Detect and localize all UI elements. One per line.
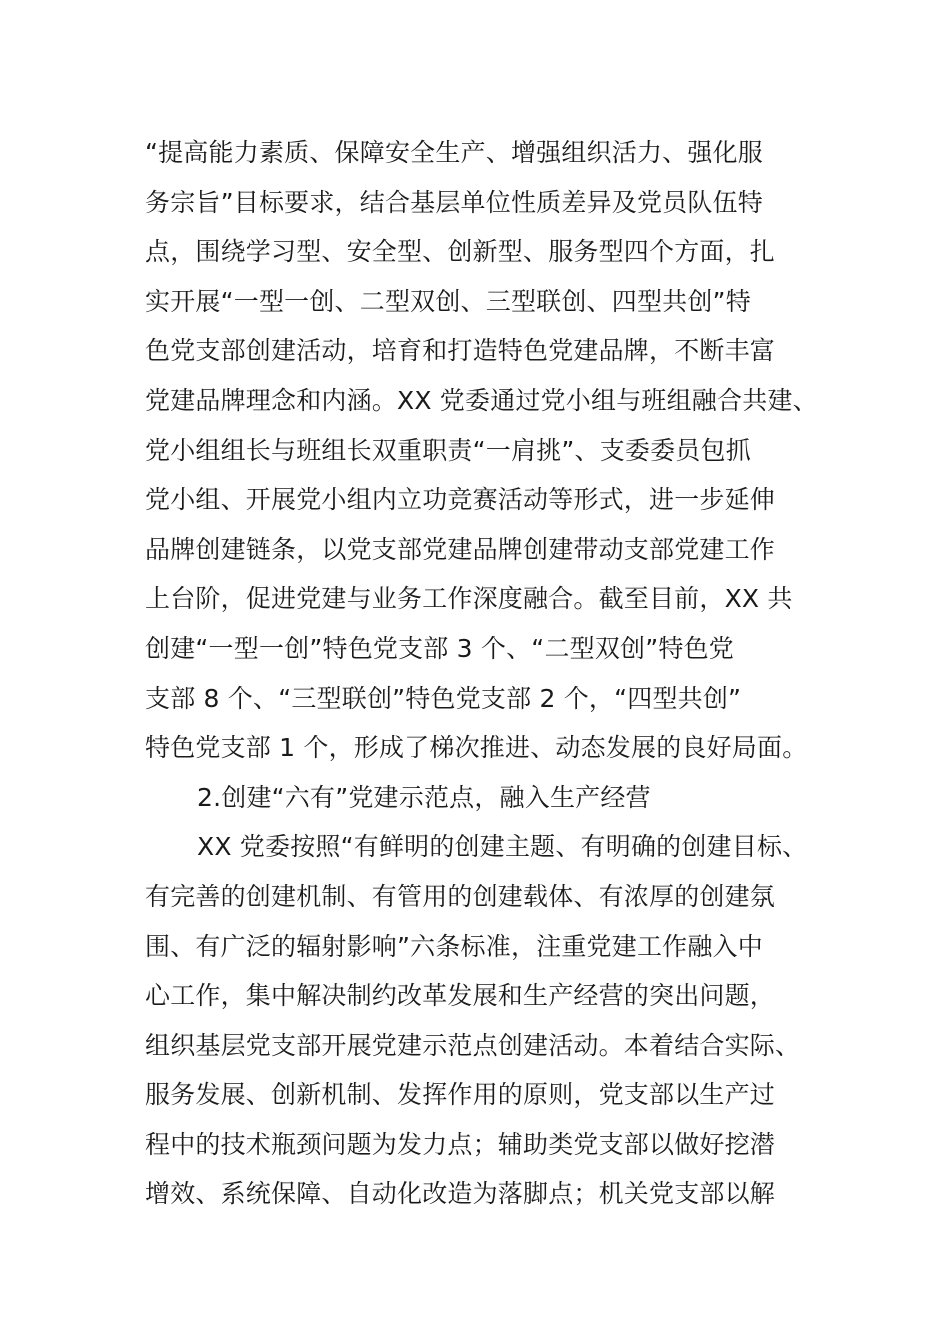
text-line: 党建品牌理念和内涵。XX 党委通过党小组与班组融合共建、	[145, 385, 818, 415]
text-line: 品牌创建链条，以党支部党建品牌创建带动支部党建工作	[145, 534, 776, 564]
text-line: 实开展“一型一创、二型双创、三型联创、四型共创”特	[145, 286, 751, 316]
text-line: 组织基层党支部开展党建示范点创建活动。本着结合实际、	[145, 1030, 801, 1060]
text-line: 党小组组长与班组长双重职责“一肩挑”、支委委员包抓	[145, 435, 751, 465]
text-line: 心工作，集中解决制约改革发展和生产经营的突出问题，	[145, 981, 776, 1011]
text-line: 创建“一型一创”特色党支部 3 个、“二型双创”特色党	[145, 633, 735, 663]
text-line: 有完善的创建机制、有管用的创建载体、有浓厚的创建氛	[145, 881, 776, 911]
section-heading: 2.创建“六有”党建示范点，融入生产经营	[197, 782, 651, 812]
text-line: 党小组、开展党小组内立功竞赛活动等形式，进一步延伸	[145, 485, 776, 515]
body-text	[145, 128, 835, 1219]
text-line: 增效、系统保障、自动化改造为落脚点；机关党支部以解	[145, 1179, 776, 1209]
text-line: 支部 8 个、“三型联创”特色党支部 2 个，“四型共创”	[145, 683, 742, 713]
text-line: 色党支部创建活动，培育和打造特色党建品牌，不断丰富	[145, 336, 776, 366]
text-line: 务宗旨”目标要求，结合基层单位性质差异及党员队伍特	[145, 187, 763, 217]
text-line: “提高能力素质、保障安全生产、增强组织活力、强化服	[145, 138, 763, 167]
text-line: 特色党支部 1 个，形成了梯次推进、动态发展的良好局面。	[145, 733, 808, 763]
text-line: 程中的技术瓶颈问题为发力点；辅助类党支部以做好挖潜	[145, 1129, 776, 1159]
text-line: 服务发展、创新机制、发挥作用的原则，党支部以生产过	[145, 1080, 776, 1110]
text-line: 围、有广泛的辐射影响”六条标准，注重党建工作融入中	[145, 931, 763, 961]
text-line: 点，围绕学习型、安全型、创新型、服务型四个方面，扎	[145, 237, 776, 267]
text-line: XX 党委按照“有鲜明的创建主题、有明确的创建目标、	[197, 832, 808, 862]
text-line: 上台阶，促进党建与业务工作深度融合。截至目前，XX 共	[145, 584, 793, 614]
